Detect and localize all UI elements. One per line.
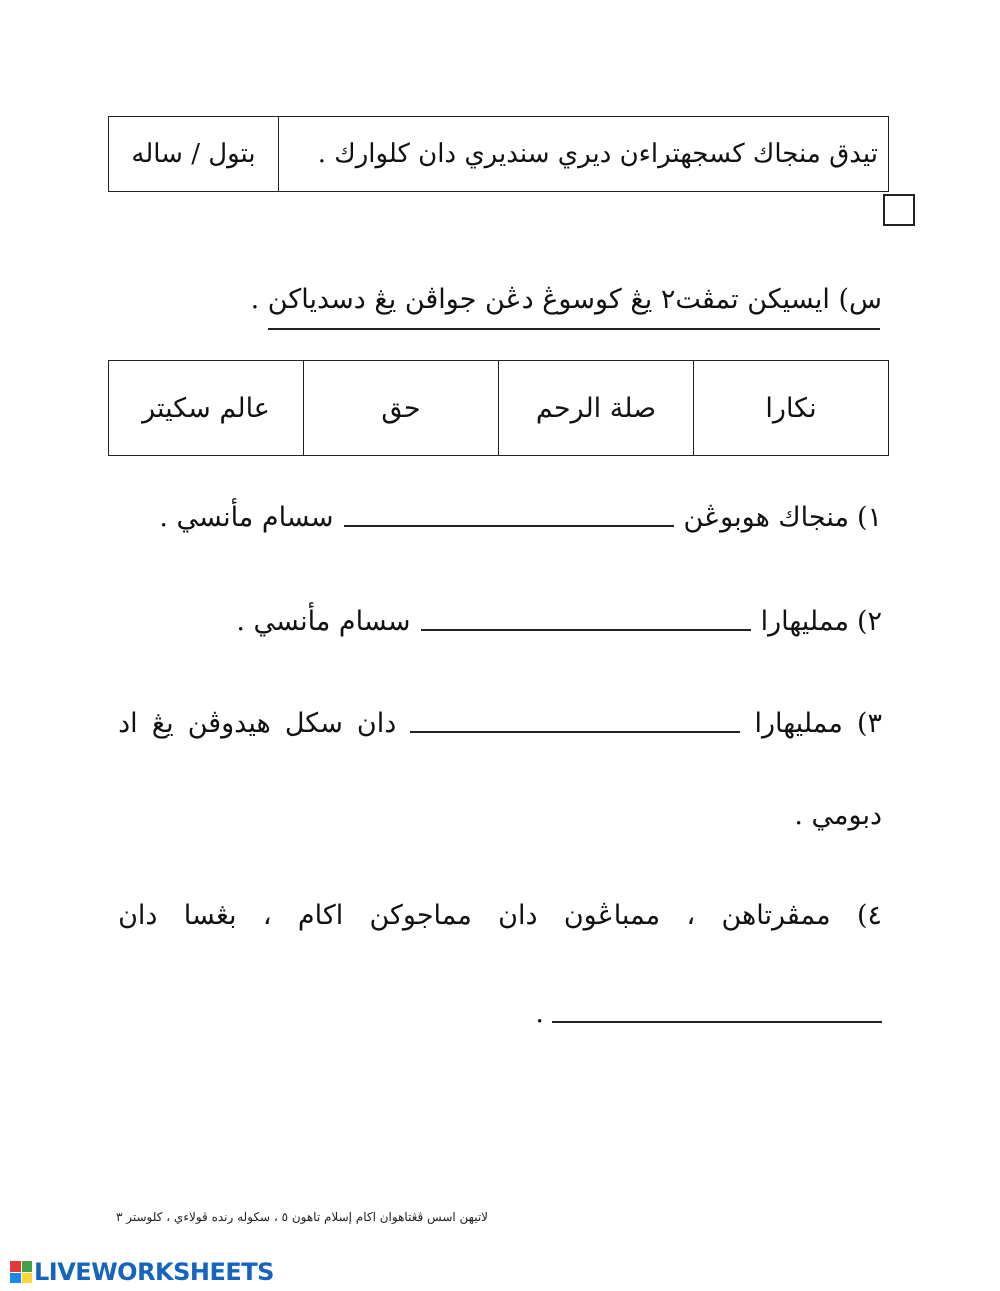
question-text-after: . [535, 998, 544, 1029]
true-false-table [108, 116, 889, 192]
word-bank-item: صلة الرحم [498, 361, 693, 455]
question-word: اد [118, 708, 138, 739]
brand-name: LIVEWORKSHEETS [34, 1258, 274, 1286]
question-word: ممڤرتاهن [721, 900, 831, 931]
question-2 [236, 606, 882, 637]
question-word: دان [356, 708, 397, 739]
answer-blank-4[interactable] [552, 1021, 882, 1023]
word-bank-item: عالم سکيتر [142, 392, 270, 424]
question-word: هيدوڤن [187, 708, 271, 739]
question-word: دان [118, 900, 158, 931]
question-number: ٣) [856, 708, 882, 739]
word-bank-item: حق [303, 361, 498, 455]
question-word: ممباڠون [563, 900, 661, 931]
word-bank-table [108, 360, 889, 456]
question-text-after: سسام مأنسي . [236, 606, 411, 637]
question-word: سکل [284, 708, 343, 739]
answer-blank-3[interactable] [410, 731, 740, 733]
question-word: بڠسا [183, 900, 237, 931]
question-word: ، [262, 900, 272, 931]
question-4-continuation [535, 998, 882, 1029]
question-1 [159, 502, 882, 533]
question-4 [118, 900, 882, 931]
instruction-heading: س) ايسيكن تمڤت٢ يڠ كوسوڠ دڠن جواڤن يڠ دسدياكن . [250, 284, 882, 315]
answer-checkbox[interactable] [883, 194, 915, 226]
tf-choice: بتول / ساله [131, 139, 256, 169]
question-word: مماجوکن [369, 900, 472, 931]
question-word: اکام [297, 900, 344, 931]
liveworksheets-brand[interactable] [10, 1258, 274, 1286]
question-text-before: ممليهارا [760, 606, 849, 637]
question-3 [118, 708, 882, 739]
question-text-before: منجاك هوبوڠن [683, 502, 849, 533]
question-word: ، [686, 900, 696, 931]
answer-blank-1[interactable] [344, 525, 674, 527]
instruction-underline [268, 328, 880, 330]
tf-statement: تيدق منجاك كسجهتراءن ديري سنديري دان كلوارك . [278, 117, 888, 191]
question-word: يڠ [151, 708, 174, 739]
question-text-after: سسام مأنسي . [159, 502, 334, 533]
liveworksheets-logo-icon [10, 1261, 32, 1283]
question-word: دان [498, 900, 538, 931]
question-word: ممليهارا [754, 708, 843, 739]
question-number: ٢) [856, 606, 882, 637]
question-3-continuation: دبومي . [794, 800, 882, 831]
footer-note: لاتيهن اسس ڤڠتاهوان اکام إسلام تاهون ٥ ، سکوله رنده ڤولاءي ، کلوستر ٣ [115, 1210, 488, 1224]
question-number: ١) [856, 502, 882, 533]
word-bank-item: نكارا [693, 361, 888, 455]
question-number: ٤) [856, 900, 882, 931]
answer-blank-2[interactable] [421, 629, 751, 631]
